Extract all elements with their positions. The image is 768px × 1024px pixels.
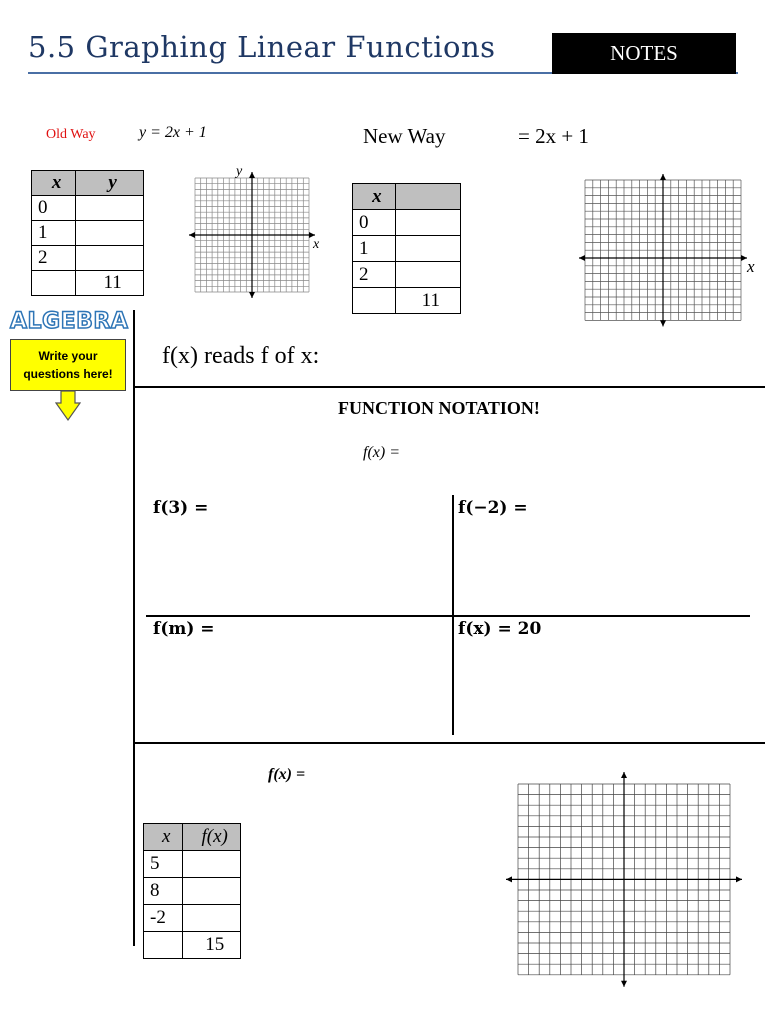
- table-cell[interactable]: [395, 210, 460, 236]
- quadrant-f-of-3[interactable]: f(3) =: [153, 498, 209, 518]
- quadrant-horizontal-divider: [146, 615, 750, 617]
- table-cell: 8: [144, 878, 183, 905]
- old-way-label: Old Way: [46, 127, 96, 142]
- table-cell: -2: [144, 905, 183, 932]
- bottom-fx-definition[interactable]: f(x) =: [268, 766, 306, 783]
- arrow-down-icon: [621, 981, 627, 987]
- table-header[interactable]: [395, 184, 460, 210]
- arrow-left-icon: [189, 232, 195, 238]
- table-cell[interactable]: [183, 878, 241, 905]
- table-cell: 1: [353, 236, 396, 262]
- arrow-left-icon: [506, 876, 512, 882]
- table-header: x: [32, 171, 76, 196]
- new-way-equation: = 2x + 1: [518, 124, 589, 148]
- notes-badge: NOTES: [552, 33, 736, 74]
- arrow-up-icon: [249, 172, 255, 178]
- algebra-logo: ALGEBRA: [10, 309, 129, 334]
- old-way-equation: y = 2x + 1: [139, 124, 207, 141]
- arrow-down-icon: [660, 320, 666, 326]
- down-arrow-icon: [55, 390, 81, 422]
- table-cell: 1: [32, 221, 76, 246]
- quadrant-f-of-m[interactable]: f(m) =: [153, 619, 215, 639]
- table-cell[interactable]: [395, 262, 460, 288]
- table-cell[interactable]: [76, 196, 144, 221]
- quadrant-f-of-neg2[interactable]: f(−2) =: [458, 498, 528, 518]
- reads-text: f(x) reads f of x:: [162, 343, 320, 369]
- table-cell[interactable]: [32, 271, 76, 296]
- bottom-graph[interactable]: [502, 770, 744, 992]
- table-cell: 11: [76, 271, 144, 296]
- x-axis-label: x: [747, 257, 755, 276]
- table-cell[interactable]: [76, 246, 144, 271]
- table-header: x: [353, 184, 396, 210]
- table-cell[interactable]: [183, 905, 241, 932]
- questions-note: Write your questions here!: [10, 339, 126, 391]
- section-divider: [133, 386, 765, 388]
- table-cell: 15: [183, 932, 241, 959]
- new-way-label: New Way: [363, 124, 446, 148]
- y-axis-label: y: [236, 164, 243, 179]
- arrow-right-icon: [736, 876, 742, 882]
- table-cell[interactable]: [353, 288, 396, 314]
- arrow-up-icon: [621, 772, 627, 778]
- table-cell: 0: [32, 196, 76, 221]
- arrow-left-icon: [579, 255, 585, 261]
- fx-definition[interactable]: f(x) =: [363, 444, 400, 461]
- quadrant-f-of-x-equals-20[interactable]: f(x) = 20: [458, 619, 542, 639]
- table-cell[interactable]: [395, 236, 460, 262]
- table-header: f(x): [183, 824, 241, 851]
- section-divider: [133, 742, 765, 744]
- arrow-up-icon: [660, 174, 666, 180]
- old-way-graph[interactable]: [185, 162, 325, 298]
- table-cell[interactable]: [76, 221, 144, 246]
- table-cell: 0: [353, 210, 396, 236]
- old-way-table: [31, 170, 144, 296]
- new-way-table: [352, 183, 461, 314]
- section-heading: FUNCTION NOTATION!: [338, 398, 540, 418]
- function-table: [143, 823, 241, 959]
- table-cell[interactable]: [144, 932, 183, 959]
- new-way-graph[interactable]: [575, 170, 765, 332]
- table-cell: 2: [32, 246, 76, 271]
- table-cell[interactable]: [183, 851, 241, 878]
- table-cell: 2: [353, 262, 396, 288]
- table-cell: 11: [395, 288, 460, 314]
- table-cell: 5: [144, 851, 183, 878]
- table-header: x: [144, 824, 183, 851]
- page-title: 5.5 Graphing Linear Functions: [28, 30, 496, 64]
- arrow-down-icon: [249, 292, 255, 298]
- x-axis-label: x: [313, 237, 320, 252]
- table-header: y: [76, 171, 144, 196]
- margin-rule: [133, 310, 135, 946]
